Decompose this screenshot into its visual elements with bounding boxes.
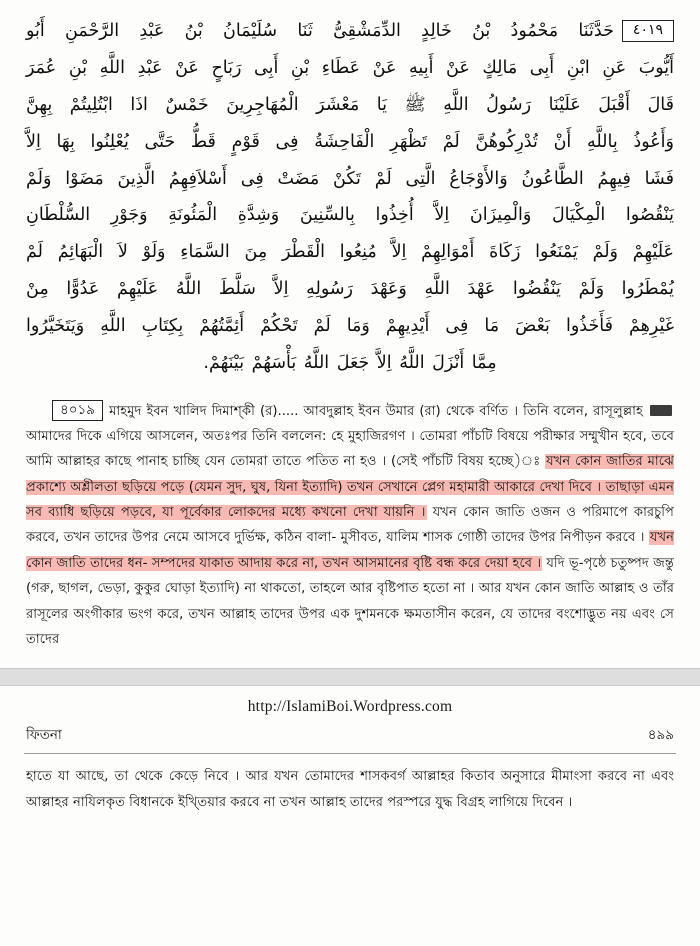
bangla-translation-block <box>0 389 700 662</box>
highlighted-text-5: যখন কোন জাতি তাদের ধন- সম্পদের যাকাত আদায় করে না, তখন আসমানের বৃষ্টি বন্ধ করে দেয়া হবে । <box>26 530 674 571</box>
arabic-line-8: يُمْطَرُوا وَلَمْ يَنْقُضُوا عَهْدَ اللَّهِ وَعَهْدَ رَسُولِهِ اِلاَّ سَلَّطَ اللَّهُ عَلَيْهِمْ عَدُوًّا مِنْ <box>26 279 674 300</box>
prophet-honorific-mark <box>650 405 672 416</box>
text-run-4: যখন কোন জাতি ওজন ও পরিমাপে কারচুপি করবে, তখন তাদের উপর নেমে আসবে দুর্ভিক্ষ, কঠিন বালা- মুসীবত, যালিম শাসক গোষ্ঠী তাদের উপর নিপীড়ন করবে । <box>26 505 674 546</box>
arabic-line-9: غَيْرِهِمْ فَأَخَذُوا بَعْضَ مَا فِى أَيْدِيهِمْ وَمَا لَمْ تَحْكُمْ أَئِمَّتُهُمْ بِكِتَابِ اللَّهِ وَيَتَخَيَّرُوا <box>26 316 674 336</box>
text-run-0: মাহমুদ ইবন খালিদ দিমাশ্কী (র)..... আবদুল্লাহ ইবন উমার (রা) থেকে বর্ণিত । তিনি বলেন, রাসূলুল্লাহ <box>109 403 648 419</box>
arabic-line-2: أَيُّوبَ عَنِ ابْنِ أَبِى مَالِكٍ عَنْ أَبِيهِ عَنْ عَطَاءِ بْنِ أَبِى رَبَاحٍ عَنْ عَبْدِ اللَّهِ بْنِ عُمَرَ <box>26 57 674 78</box>
hadith-number-bangla: ৪০১৯ <box>52 400 103 421</box>
footer-page-number: ৪৯৯ <box>647 727 674 744</box>
arabic-hadith-block <box>0 0 700 389</box>
page-separator-band <box>0 668 700 686</box>
highlighted-text-3: যখন কোন জাতির মাঝে প্রকাশ্যে অশ্লীলতা ছড়িয়ে পড়ে (যেমন সুদ, ঘুষ, যিনা ইত্যাদি) তখন সেখানে প্লেগ মহামারী আকারে দেখা দিবে । তাছাড়া এমন সব ব্যাধি ছড়িয়ে পড়বে, যা পূর্বেকার লোকদের মধ্যে কখনো দেখা যায়নি । <box>26 454 675 521</box>
bangla-body-text <box>26 404 674 647</box>
arabic-line-10: مِمَّا أَنْزَلَ اللَّهُ اِلاَّ جَعَلَ اللَّهُ بَأْسَهُمْ بَيْنَهُمْ. <box>203 352 497 373</box>
arabic-line-3: قَالَ أَقْبَلَ عَلَيْنَا رَسُولُ اللَّهِ ﷺ يَا مَعْشَرَ الْمُهَاجِرِينَ خَمْسٌ اذَا ابْتُلِيتُمْ بِهِنَّ <box>26 94 674 115</box>
arabic-text-1: حَدَّثَنَا مَحْمُودُ بْنُ خَالِدٍ الدِّمَشْقِىُّ ثَنَا سُلَيْمَانُ بْنُ عَبْدِ الرَّحْمَنِ أَبُو <box>26 21 614 41</box>
arabic-line-6: يَنْقُصُوا الْمِكْيَالَ وَالْمِيزَانَ اِلاَّ أُخِذُوا بِالسِّنِينَ وَشِدَّةِ الْمَئُونَةِ وَجَوْرِ السُّلْطَانِ <box>26 205 674 226</box>
arabic-line-1 <box>26 14 674 50</box>
footer-chapter-label: ফিতনা <box>26 727 62 744</box>
site-watermark: http://IslamiBoi.Wordpress.com <box>247 698 453 716</box>
arabic-line-7: عَلَيْهِمْ وَلَمْ يَمْنَعُوا زَكَاةَ أَمْوَالِهِمْ اِلاَّ مُنِعُوا الْقَطْرَ مِنَ السَّمَاءِ وَلَوْ لاَ الْبَهَائِمُ لَمْ <box>26 242 674 263</box>
text-run-6: যদি ভূ-পৃষ্ঠে চতুষ্পদ জন্তু (গরু, ছাগল, ভেড়া, কুকুর ঘোড়া ইত্যাদি) না থাকতো, তাহলে আর বৃষ্টিপাত হতো না । আর যখন কোন জাতি আল্লাহ ও তাঁর রাসূলের অংগীকার ভংগ করে, তখন আল্লাহ তাদের উপর এক দুশমনকে ক্ষমতাসীন করেন, যে তাদের বংশোদ্ভুত নয় এবং সে তাদের <box>26 555 674 647</box>
bottom-paragraph: হাতে যা আছে, তা থেকে কেড়ে নিবে । আর যখন তোমাদের শাসকবর্গ আল্লাহর কিতাব অনুসারে মীমাংসা করবে না এবং আল্লাহর নাযিলকৃত বিধানকে ইখ্তিয়ার করবে না তখন আল্লাহ তাদের পরস্পরে যুদ্ধ বিগ্রহ লাগিয়ে দিবেন । <box>26 769 674 810</box>
continuation-block <box>0 754 700 815</box>
arabic-line-4: وَأَعُوذُ بِاللَّهِ أَنْ تُدْرِكُوهُنَّ لَمْ تَظْهَرِ الْفَاحِشَةُ فِى قَوْمٍ قَطُّ حَتَّى يُعْلِنُوا بِهَا اِلاَّ <box>26 131 674 152</box>
text-run-2: আমাদের দিকে এগিয়ে আসলেন, অতঃপর তিনি বললেন: হে মুহাজিরগণ । তোমরা পাঁচটি বিষয়ে পরীক্ষার সম্মুখীন হবে, তবে আমি আল্লাহর কাছে পানাহ চাচ্ছি যেন তোমরা তাতে পতিত না হও । (সেই পাঁচটি বিষয় হচ্ছে)ঃ <box>26 429 674 470</box>
bangla-paragraph <box>26 399 674 652</box>
page-footer <box>0 722 700 751</box>
arabic-line-5: فَشَا فِيهِمُ الطَّاعُونُ وَالأَوْجَاعُ الَّتِى لَمْ تَكُنْ مَضَتْ فِى أَسْلاَفِهِمُ الَّذِينَ مَضَوْا وَلَمْ <box>26 168 674 189</box>
hadith-number-arabic: ٤٠١٩ <box>622 20 674 42</box>
